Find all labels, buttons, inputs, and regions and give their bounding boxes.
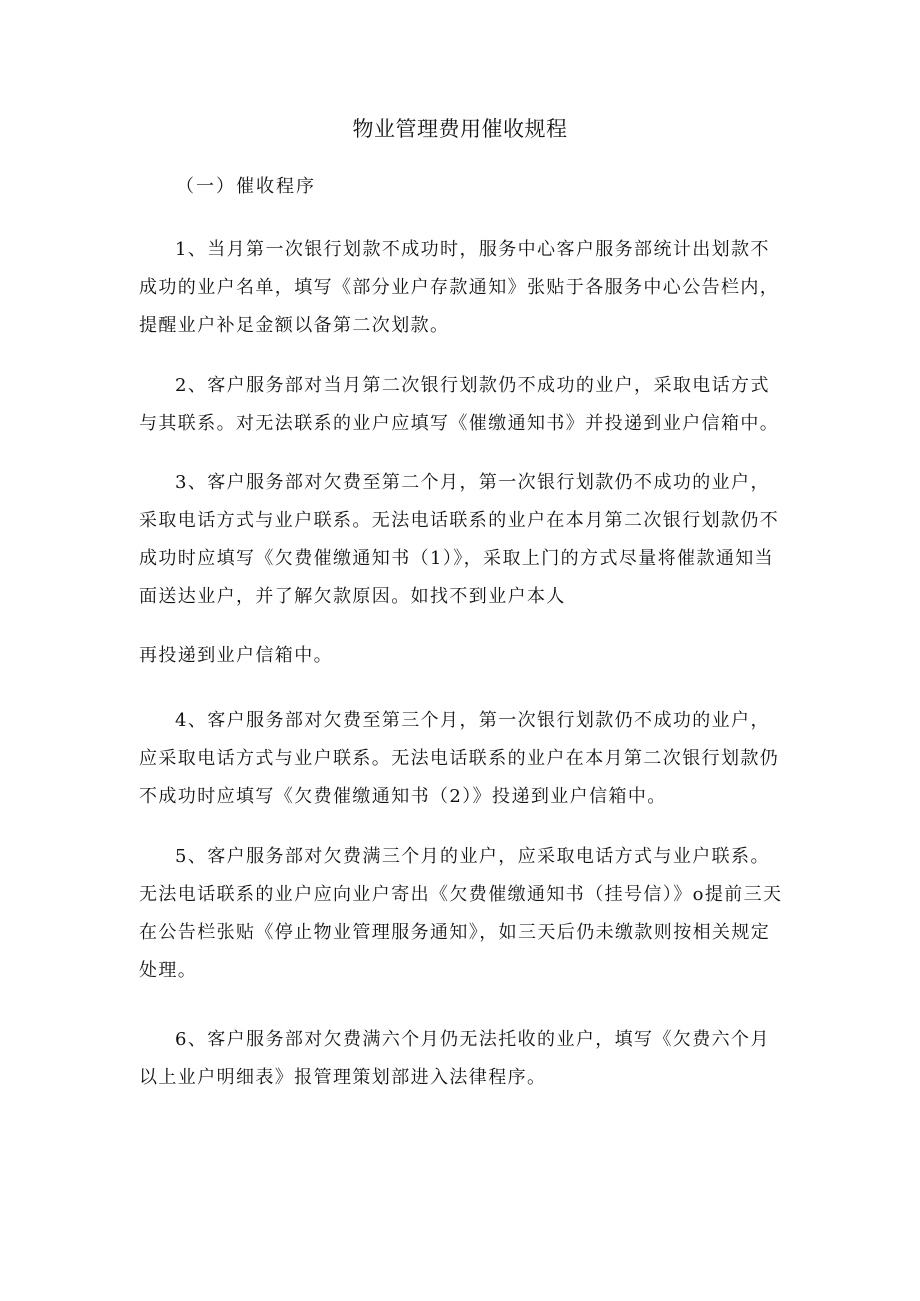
- document-title: 物业管理费用催收规程: [352, 117, 568, 141]
- paragraph-5: 5、客户服务部对欠费满三个月的业户，应采取电话方式与业户联系。无法电话联系的业户应向业户寄出《欠费催缴通知书（挂号信）》o提前三天在公告栏张贴《停止物业管理服务通知》，如三天后仍未缴款则按相关规定处理。: [139, 846, 783, 981]
- paragraph-4: 4、客户服务部对欠费至第三个月，第一次银行划款仍不成功的业户，应采取电话方式与业户联系。无法电话联系的业户在本月第二次银行划款仍不成功时应填写《欠费催缴通知书（2）》投递到业户信箱中。: [139, 710, 780, 807]
- paragraph-6: 6、客户服务部对欠费满六个月仍无法托收的业户，填写《欠费六个月以上业户明细表》报管理策划部进入法律程序。: [139, 1029, 770, 1088]
- paragraph-2: 2、客户服务部对当月第二次银行划款仍不成功的业户，采取电话方式与其联系。对无法联系的业户应填写《催缴通知书》并投递到业户信箱中。: [139, 375, 780, 434]
- paragraph-3: 3、客户服务部对欠费至第二个月，第一次银行划款仍不成功的业户，采取电话方式与业户联系。无法电话联系的业户在本月第二次银行划款仍不成功时应填写《欠费催缴通知书（1）》，采取上门的方式尽量将催款通知当面送达业户，并了解欠款原因。如找不到业户本人: [139, 472, 780, 607]
- section-heading: （一）催收程序: [176, 176, 316, 197]
- paragraph-3-continuation: 再投递到业户信箱中。: [139, 645, 333, 666]
- paragraph-1: 1、当月第一次银行划款不成功时，服务中心客户服务部统计出划款不成功的业户名单，填写《部分业户存款通知》张贴于各服务中心公告栏内，提醒业户补足金额以备第二次划款。: [139, 239, 780, 336]
